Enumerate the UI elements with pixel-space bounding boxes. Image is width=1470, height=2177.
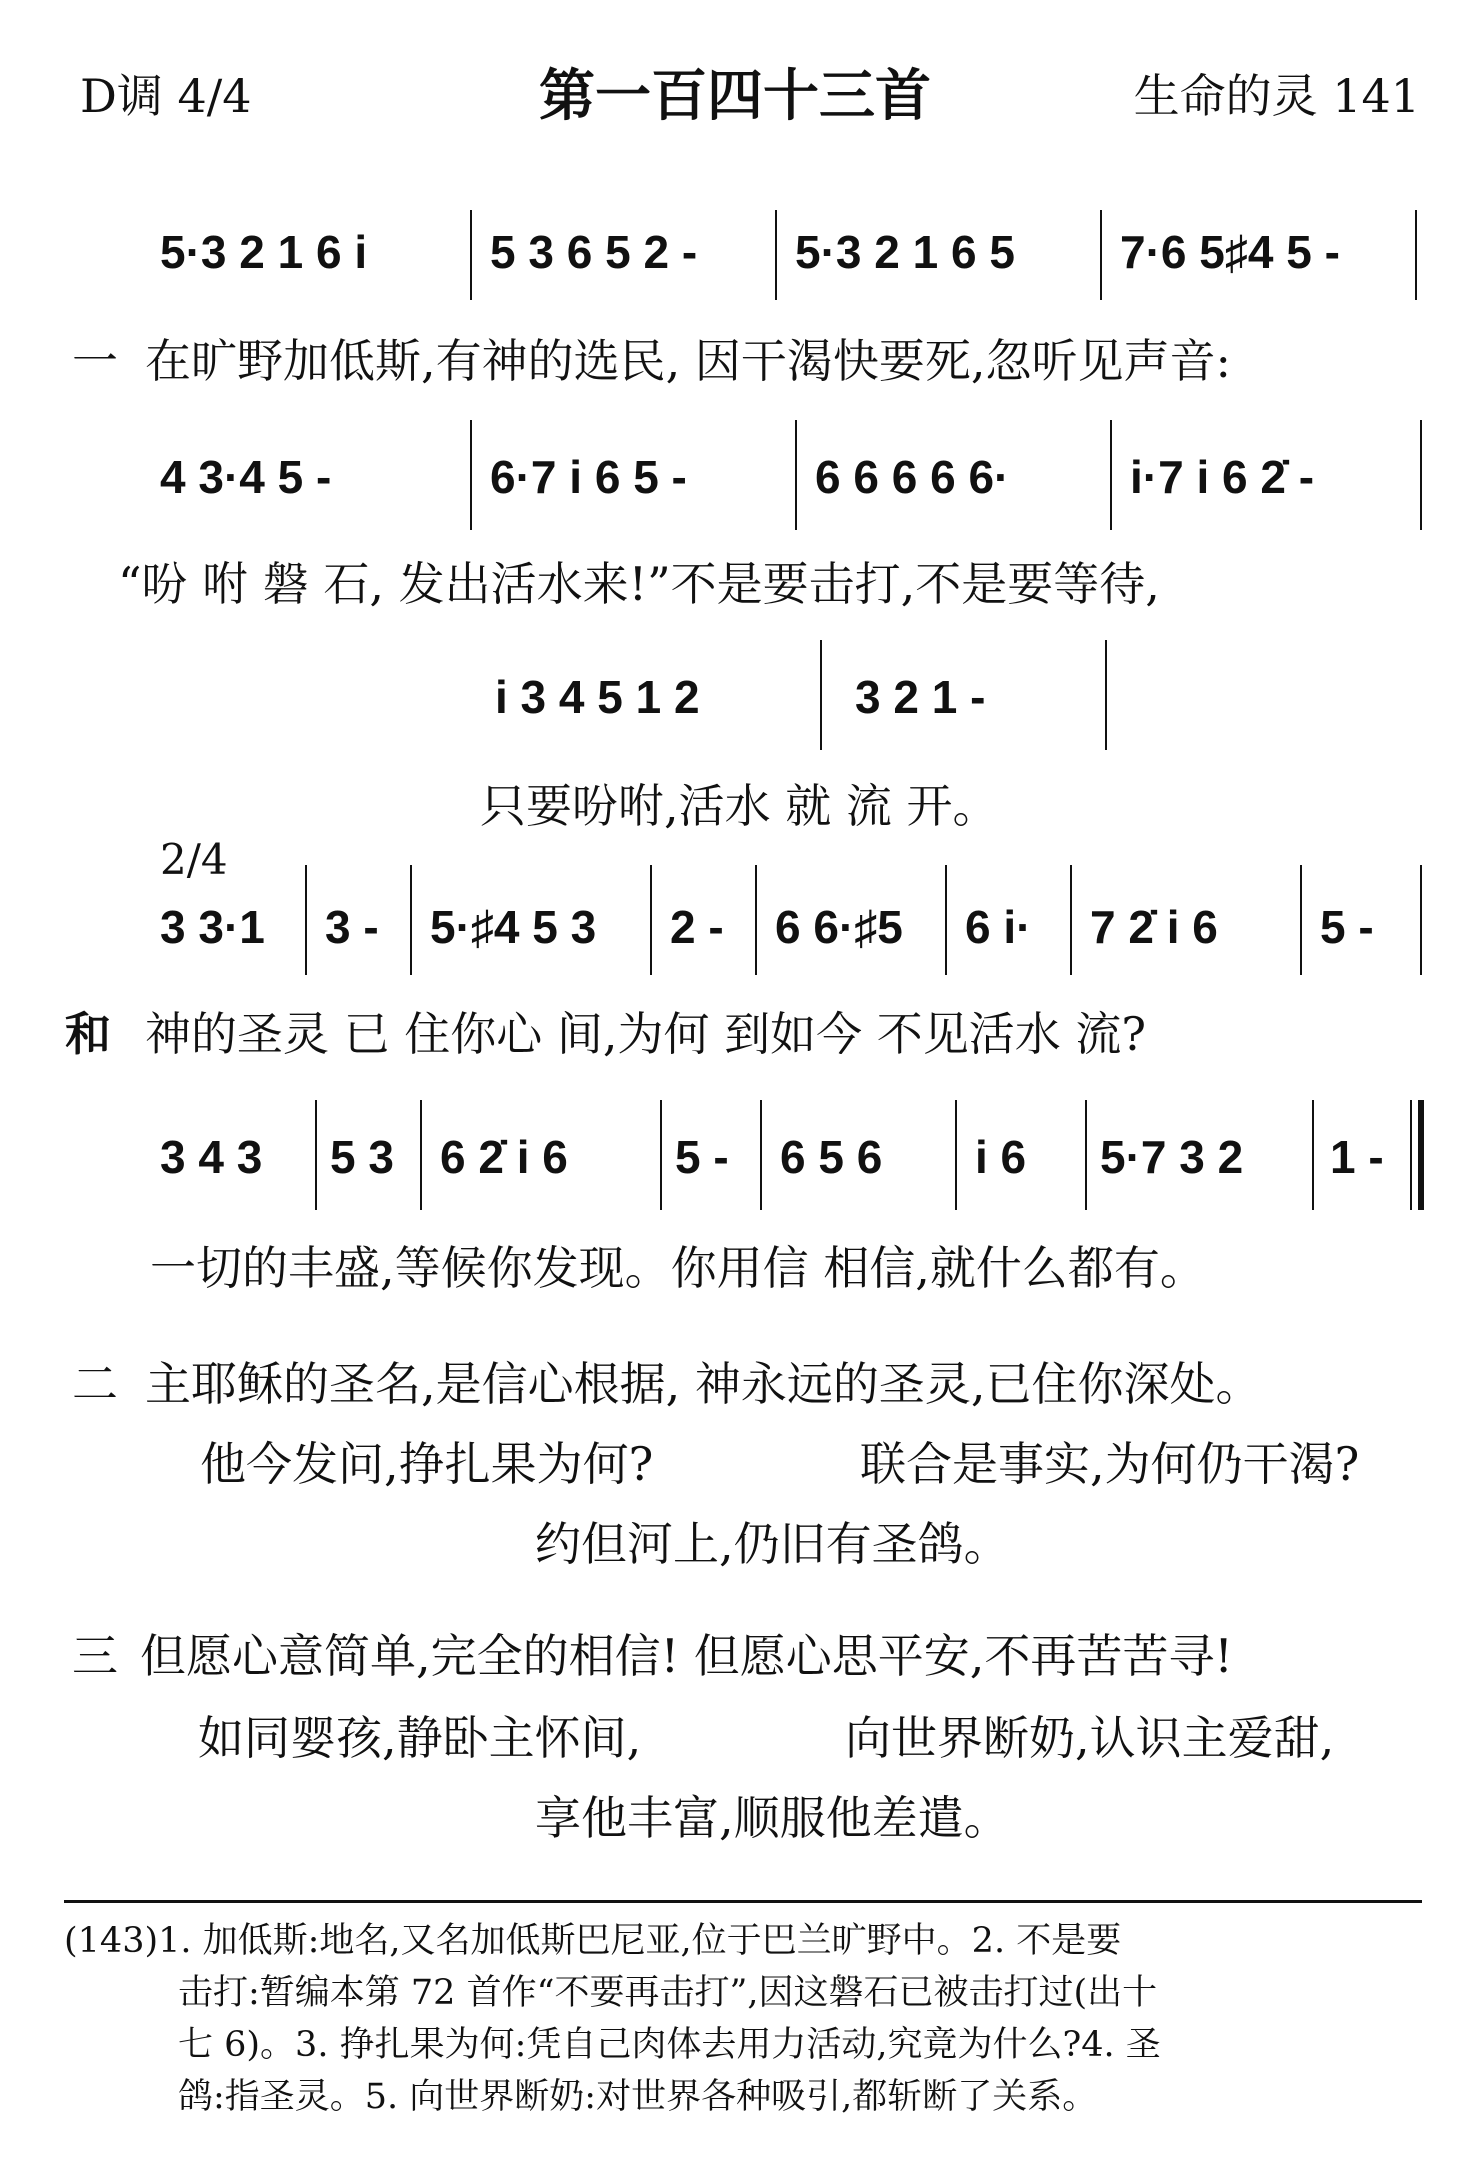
measure: 3 4 3: [160, 1131, 263, 1183]
measure: 6 6·♯5: [775, 901, 903, 953]
measure: 6 5 6: [780, 1131, 883, 1183]
lyric-line: 在旷野加低斯,有神的选民, 因干渴快要死,忽听见声音:: [145, 334, 1231, 388]
barline: [820, 640, 822, 750]
measure: 4 3·4 5 -: [160, 451, 332, 503]
barline: [315, 1100, 317, 1210]
lyric-line: 主耶稣的圣名,是信心根据, 神永远的圣灵,已住你深处。: [145, 1357, 1262, 1411]
key-signature: D调 4/4: [80, 69, 252, 123]
lyric-line: 约但河上,仍旧有圣鸽。: [535, 1517, 1010, 1571]
barline: [1100, 210, 1102, 300]
footnote-line: (143)1. 加低斯:地名,又名加低斯巴尼亚,位于巴兰旷野中。2. 不是要: [64, 1921, 1122, 1961]
barline: [470, 210, 472, 300]
measure: 5·♯4 5 3: [430, 901, 597, 953]
final-barline-thick: [1418, 1100, 1424, 1210]
hymn-reference: 生命的灵 141: [1133, 69, 1420, 123]
measure: 5 -: [675, 1131, 729, 1183]
measure: 5·3 2 1 6 5: [795, 226, 1015, 278]
barline: [795, 420, 797, 530]
barline: [660, 1100, 662, 1210]
measure: 6 2̇ i 6: [440, 1131, 568, 1183]
measure: i 6: [975, 1131, 1027, 1183]
barline: [1420, 420, 1422, 530]
lyric-line: 神的圣灵 已 住你心 间,为何 到如今 不见活水 流?: [145, 1007, 1147, 1061]
measure: 7 2̇ i 6: [1090, 901, 1218, 953]
lyric-line: 享他丰富,顺服他差遣。: [535, 1791, 1010, 1845]
barline: [955, 1100, 957, 1210]
measure: 7·6 5♯4 5 -: [1120, 226, 1340, 278]
measure: 3 3·1: [160, 901, 265, 953]
barline: [1415, 210, 1417, 300]
barline: [650, 865, 652, 975]
barline: [1312, 1100, 1314, 1210]
hymn-title: 第一百四十三首: [539, 64, 931, 129]
measure: i·7 i 6 2̇ -: [1130, 451, 1315, 503]
barline: [1300, 865, 1302, 975]
barline: [470, 420, 472, 530]
barline: [1420, 865, 1422, 975]
lyric-line: 他今发问,挣扎果为何?: [200, 1437, 654, 1491]
footnote-divider: [64, 1900, 1422, 1903]
barline: [420, 1100, 422, 1210]
barline: [760, 1100, 762, 1210]
barline: [1070, 865, 1072, 975]
barline: [775, 210, 777, 300]
time-signature-change: 2/4: [160, 835, 228, 884]
footnote-line: 鸽:指圣灵。5. 向世界断奶:对世界各种吸引,都斩断了关系。: [178, 2077, 1098, 2117]
lyric-line: 向世界断奶,认识主爱甜,: [845, 1711, 1335, 1765]
barline: [945, 865, 947, 975]
lyric-line: 只要吩咐,活水 就 流 开。: [480, 779, 999, 833]
measure: 1 -: [1330, 1131, 1384, 1183]
lyric-line: 一切的丰盛,等候你发现。你用信 相信,就什么都有。: [150, 1241, 1206, 1295]
lyric-line: 如同婴孩,静卧主怀间,: [198, 1711, 642, 1765]
measure: 5 -: [1320, 901, 1374, 953]
measure: 5·7 3 2: [1100, 1131, 1244, 1183]
barline: [1110, 420, 1112, 530]
barline: [305, 865, 307, 975]
barline: [1085, 1100, 1087, 1210]
barline: [755, 865, 757, 975]
lyric-line: 联合是事实,为何仍干渴?: [860, 1437, 1360, 1491]
verse-number: 一: [72, 334, 118, 388]
measure: 6·7 i 6 5 -: [490, 451, 687, 503]
barline: [1105, 640, 1107, 750]
measure: 3 -: [325, 901, 379, 953]
measure: 5 3 6 5 2 -: [490, 226, 698, 278]
verse-number: 二: [72, 1357, 118, 1411]
measure: 5 3: [330, 1131, 394, 1183]
measure: 6 6 6 6 6·: [815, 451, 1010, 503]
lyric-line: 但愿心意简单,完全的相信! 但愿心思平安,不再苦苦寻!: [140, 1629, 1233, 1683]
measure: 2 -: [670, 901, 724, 953]
measure: 5·3 2 1 6 i: [160, 226, 368, 278]
measure: 3 2 1 -: [855, 671, 986, 723]
footnote-line: 七 6)。3. 挣扎果为何:凭自己肉体去用力活动,究竟为什么?4. 圣: [178, 2025, 1161, 2065]
lyric-line: “吩 咐 磐 石, 发出活水来!”不是要击打,不是要等待,: [118, 557, 1160, 611]
final-barline-thin: [1410, 1100, 1412, 1210]
barline: [410, 865, 412, 975]
chorus-label: 和: [65, 1007, 111, 1061]
footnote-line: 击打:暂编本第 72 首作“不要再击打”,因这磐石已被击打过(出十: [178, 1973, 1158, 2013]
measure: 6 i·: [965, 901, 1032, 953]
measure: i 3 4 5 1 2: [495, 671, 700, 723]
verse-number: 三: [72, 1629, 118, 1683]
